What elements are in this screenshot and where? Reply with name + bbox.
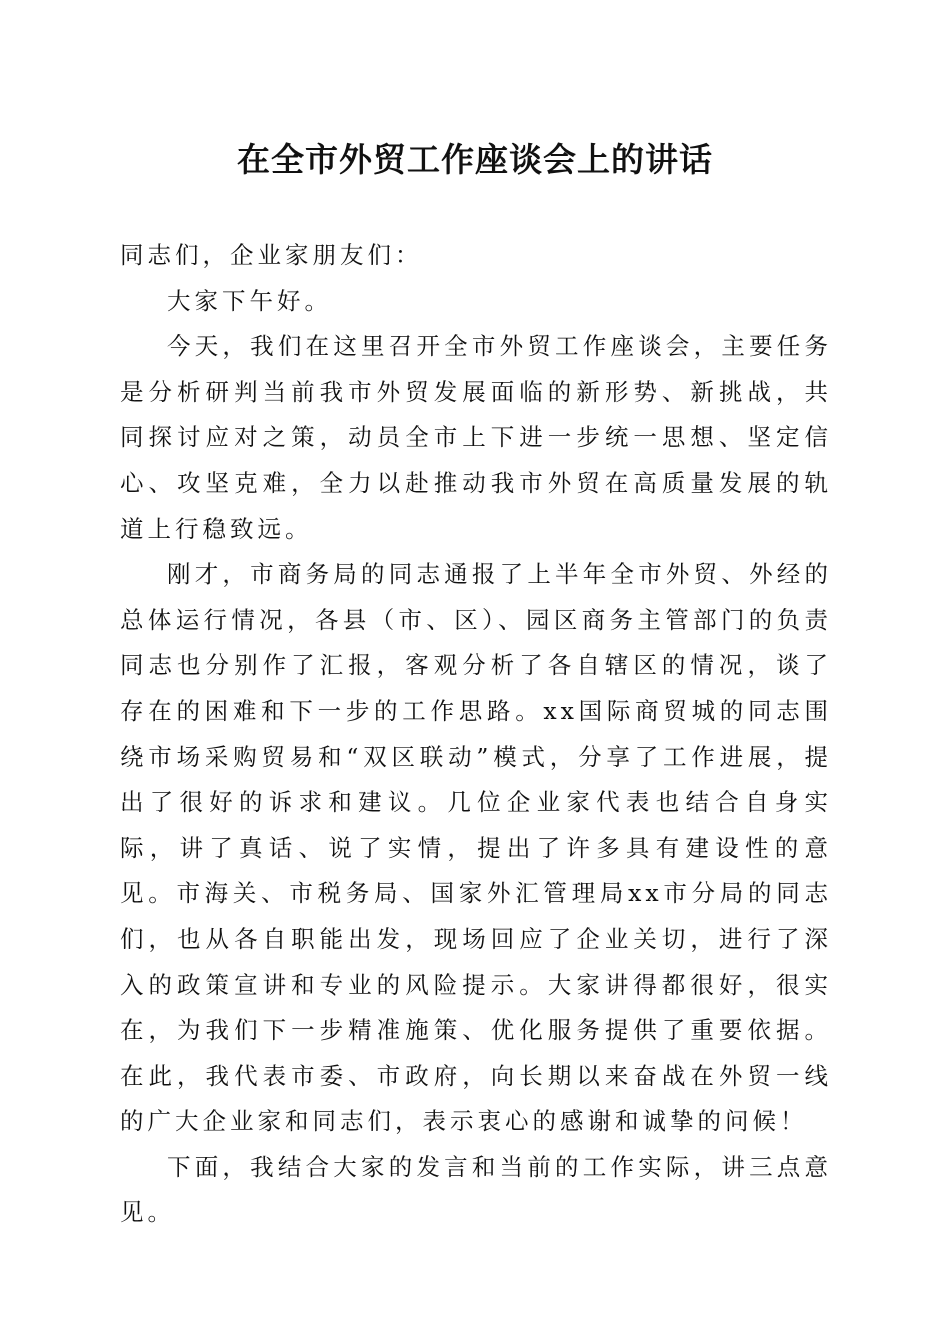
document-title: 在全市外贸工作座谈会上的讲话: [237, 140, 713, 179]
paragraph-purpose: 今天，我们在这里召开全市外贸工作座谈会，主要任务是分析研判当前我市外贸发展面临的新形势、新挑战，共同探讨应对之策，动员全市上下进一步统一思想、坚定信心、攻坚克难，全力以赴推动我市外贸在高质量发展的轨道上行稳致远。: [120, 332, 832, 543]
document-body: [120, 233, 832, 1236]
paragraph-transition: 下面，我结合大家的发言和当前的工作实际，讲三点意见。: [120, 1152, 832, 1227]
paragraph-review: 刚才，市商务局的同志通报了上半年全市外贸、外经的总体运行情况，各县（市、区）、园区商务主管部门的负责同志也分别作了汇报，客观分析了各自辖区的情况，谈了存在的困难和下一步的工作思路。xx国际商贸城的同志围绕市场采购贸易和“双区联动”模式，分享了工作进展，提出了很好的诉求和建议。几位企业家代表也结合自身实际，讲了真话、说了实情，提出了许多具有建设性的意见。市海关、市税务局、国家外汇管理局xx市分局的同志们，也从各自职能出发，现场回应了企业关切，进行了深入的政策宣讲和专业的风险提示。大家讲得都很好，很实在，为我们下一步精准施策、优化服务提供了重要依据。在此，我代表市委、市政府，向长期以来奋战在外贸一线的广大企业家和同志们，表示衷心的感谢和诚挚的问候！: [120, 560, 832, 1136]
paragraph-greeting: 大家下午好。: [167, 286, 332, 315]
salutation: 同志们，企业家朋友们：: [120, 241, 423, 269]
